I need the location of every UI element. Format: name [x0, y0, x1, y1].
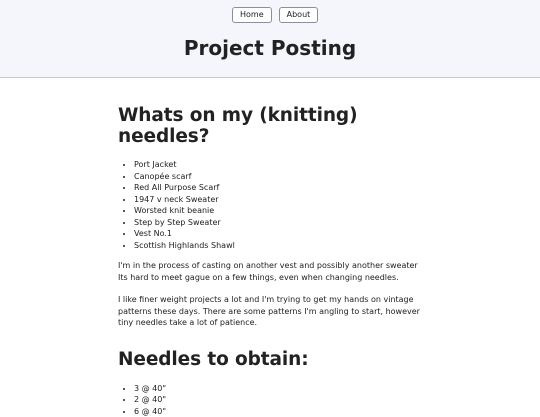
list-item: • Worsted knit beanie [134, 205, 428, 217]
main-content [118, 105, 428, 417]
site-title: Project Posting [0, 36, 540, 60]
paragraph-casting-on: I'm in the process of casting on another vest and possibly another sweater Its hard to meet gague on a few things, even when changing needles. [118, 260, 428, 283]
top-nav [232, 7, 318, 23]
list-item: • Red All Purpose Scarf [134, 182, 428, 194]
list-item: • Port Jacket [134, 159, 428, 171]
about-button[interactable]: About [279, 7, 319, 23]
paragraph-finer-weight: I like finer weight projects a lot and I'm trying to get my hands on vintage patterns these days. There are some patterns I'm angling to start, however tiny needles take a lot of patience. [118, 294, 428, 329]
list-item: • 2 @ 40" [134, 394, 428, 406]
list-item: • 3 @ 40" [134, 383, 428, 395]
site-header [0, 0, 540, 78]
list-item: • 1947 v neck Sweater [134, 194, 428, 206]
list-item: • 6 @ 40" [134, 406, 428, 417]
list-item: • Scottish Highlands Shawl [134, 240, 428, 252]
home-button[interactable]: Home [232, 7, 272, 23]
list-item: • Step by Step Sweater [134, 217, 428, 229]
projects-list [118, 159, 428, 251]
list-item: • Vest No.1 [134, 228, 428, 240]
list-item: • Canopée scarf [134, 171, 428, 183]
heading-needles-to-obtain: Needles to obtain: [118, 349, 428, 370]
needles-list [118, 383, 428, 417]
heading-on-needles: Whats on my (knitting) needles? [118, 105, 428, 147]
